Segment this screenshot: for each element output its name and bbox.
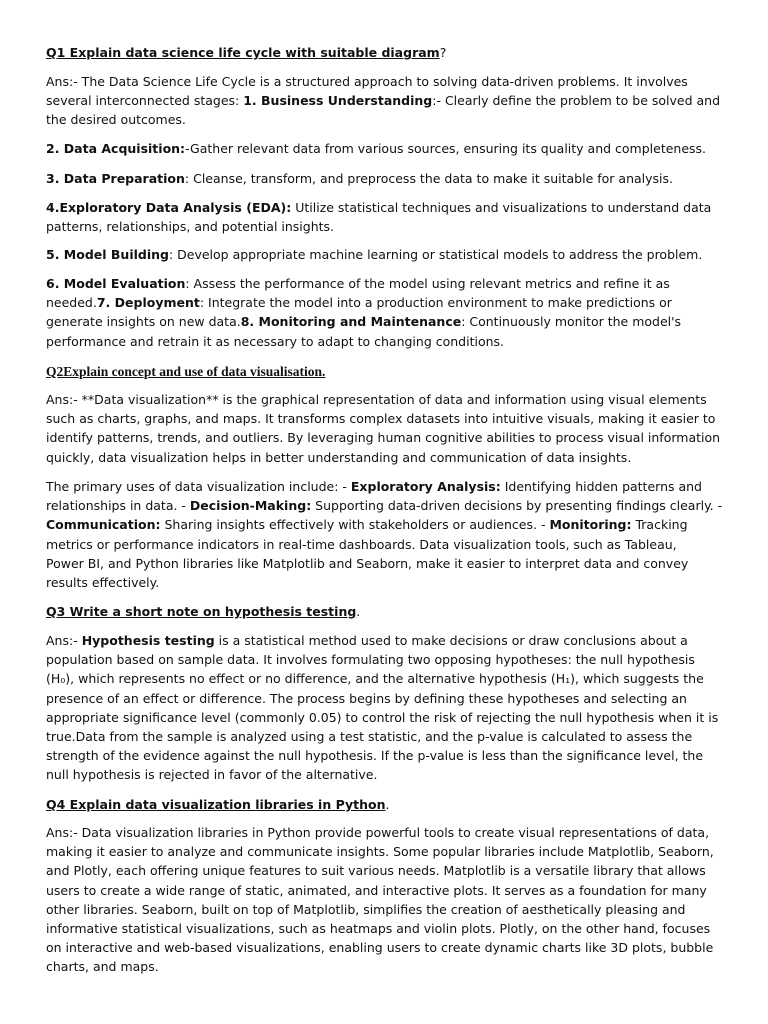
q1-step6-line-4: performance and retrain it as necessary to adapt to changing conditions. [46,333,505,349]
q2-answer-line-1: Ans:- **Data visualization** is the graphical representation of data and information using visual elements [46,392,707,407]
q1-step2-label: 2. Data Acquisition: [46,141,186,156]
q1-step4-text: Utilize statistical techniques and visualizations to understand data [291,200,712,215]
q2-use-exploratory-label: Exploratory Analysis: [350,479,501,494]
q1-step4 [46,198,726,236]
q1-intro-line-1: Ans:- The Data Science Life Cycle is a structured approach to solving data-driven problems. It involves [46,74,688,89]
q2-answer-line-3: identify patterns, trends, and outliers. By leveraging human cognitive abilities to process visual information [46,430,721,446]
q1-step8-label: 8. Monitoring and Maintenance [240,314,462,330]
q3-answer-line-6: true.Data from the sample is analyzed using a test statistic, and the p-value is calculated to assess the [46,729,693,745]
q2-uses-line-3 [46,515,726,534]
q4-heading: Q4 Explain data visualization libraries in Python [46,797,386,812]
q1-step5-text: : Develop appropriate machine learning or statistical models to address the problem. [168,247,703,262]
q3-hypothesis-testing-term: Hypothesis testing [81,633,215,648]
q1-heading: Q1 Explain data science life cycle with suitable diagram [46,45,440,60]
q2-use-decision-label: Decision-Making: [189,498,312,514]
q2-answer-line-2: such as charts, graphs, and maps. It transforms complex datasets into intuitive visuals, making it easier to [46,411,716,427]
q1-step4-line-2: patterns, relationships, and potential insights. [46,219,335,235]
q4-answer-line-5: other libraries. Seaborn, built on top of Matplotlib, simplifies the creation of aesthetically pleasing and [46,901,686,917]
q2-uses-line-5: Power BI, and Python libraries like Matplotlib and Seaborn, make it easier to interpret data and convey [46,555,689,571]
q2-use-exploratory-text: Identifying hidden patterns and [500,479,702,494]
q2-heading: Q2Explain concept and use of data visualisation. [46,364,326,379]
q2-use-communication-text: Sharing insights effectively with stakeholders or audiences. - [160,517,550,533]
q1-step3-label: 3. Data Preparation [46,171,185,186]
q1-step6-line-1 [46,274,726,293]
q1-answer-intro [46,72,726,130]
q1-intro-line-3: the desired outcomes. [46,112,186,128]
q1-step2 [46,139,726,158]
q2-use-decision-text: Supporting data-driven decisions by presenting findings clearly. - [311,498,723,514]
q3-answer-line-2: population based on sample data. It involves formulating two opposing hypotheses: the null hypothesis [46,652,695,668]
q3-answer-line-8: null hypothesis is rejected in favor of the alternative. [46,767,378,783]
q4-answer-line-6: informative statistical visualizations, such as heatmaps and violin plots. Plotly, on the other hand, focuses [46,921,711,937]
q1-step6 [46,274,726,351]
q3-heading-suffix: . [356,604,361,619]
q1-step6-line-2 [46,293,726,312]
q1-step4-line-1 [46,198,726,217]
q1-step5 [46,245,726,264]
q1-step1-text: :- Clearly define the problem to be solved and [432,93,721,109]
q1-step5-label: 5. Model Building [46,247,169,262]
q4-answer-line-1: Ans:- Data visualization libraries in Python provide powerful tools to create visual representations of data, [46,825,710,840]
q2-uses-intro: The primary uses of data visualization include: - [46,479,351,494]
q1-step6-line-3 [46,312,726,331]
q2-uses-line-1 [46,477,726,496]
q4-answer-line-8: charts, and maps. [46,959,159,975]
q4-heading-suffix: . [385,797,390,812]
q1-step7-text: : Integrate the model into a production environment to make predictions or [199,295,672,311]
q2-uses-line-4: metrics or performance indicators in real-time dashboards. Data visualization tools, such as Tableau, [46,536,677,552]
q1-step7-text-cont: generate insights on new data. [46,314,241,330]
q1-step6-label: 6. Model Evaluation [46,276,186,291]
q2-use-exploratory-text-cont: relationships in data. - [46,498,190,514]
q1-intro-text: several interconnected stages: [46,93,244,109]
q3-ans-text: is a statistical method used to make decisions or draw conclusions about a [214,633,688,648]
q4-answer-line-3: and Plotly, each offering unique features to suit various needs. Matplotlib is a versatile library that allows [46,863,706,879]
q1-step2-text: -Gather relevant data from various sources, ensuring its quality and completeness. [185,141,707,156]
q1-step3 [46,169,726,188]
q2-use-monitoring-label: Monitoring: [549,517,632,533]
q1-step6-text: : Assess the performance of the model using relevant metrics and refine it as [185,276,670,291]
q2-answer-line-4: quickly, data visualization helps in better understanding and communication of data insights. [46,449,632,465]
q2-heading-line [46,362,726,381]
q1-step6-needed: needed. [46,295,97,311]
q1-heading-suffix: ? [439,45,447,60]
q2-uses-line-2 [46,496,726,515]
q1-step8-text: : Continuously monitor the model's [461,314,682,330]
q3-answer [46,631,726,785]
q1-step3-text: : Cleanse, transform, and preprocess the data to make it suitable for analysis. [184,171,673,186]
q2-uses [46,477,726,592]
q3-answer-line-3: (H₀), which represents no effect or no difference, and the alternative hypothesis (H₁), which suggests the [46,671,704,687]
q3-heading-line [46,602,726,621]
q3-answer-line-4: presence of an effect or difference. The process begins by defining these hypotheses and selecting an [46,690,687,706]
q3-answer-line-5: appropriate significance level (commonly 0.05) to control the risk of rejecting the null hypothesis when it is [46,709,719,725]
q1-step1-label: 1. Business Understanding [243,93,433,109]
q4-heading-line [46,795,726,814]
q4-answer [46,823,726,977]
q2-use-communication-label: Communication: [46,517,161,533]
q3-answer-line-7: strength of the evidence against the null hypothesis. If the p-value is less than the significance level, the [46,748,704,764]
q1-intro-line-2 [46,91,726,110]
q3-ans-prefix: Ans:- [46,633,82,648]
q2-answer [46,390,726,467]
q4-answer-line-7: on interactive and web-based visualizations, enabling users to create dynamic charts like 3D plots, bubble [46,940,714,956]
q4-answer-line-2: making it easier to analyze and communicate insights. Some popular libraries include Matplotlib, Seaborn, [46,844,714,860]
q1-step4-label: 4.Exploratory Data Analysis (EDA): [46,200,292,215]
q3-answer-line-1 [46,631,726,650]
q3-heading: Q3 Write a short note on hypothesis testing [46,604,357,619]
q4-answer-line-4: users to create a wide range of static, animated, and interactive plots. It serves as a foundation for many [46,882,707,898]
q1-step7-label: 7. Deployment [96,295,200,311]
q2-use-monitoring-text: Tracking [631,517,688,533]
q1-heading-line [46,43,726,62]
q2-uses-line-6: results effectively. [46,575,160,591]
